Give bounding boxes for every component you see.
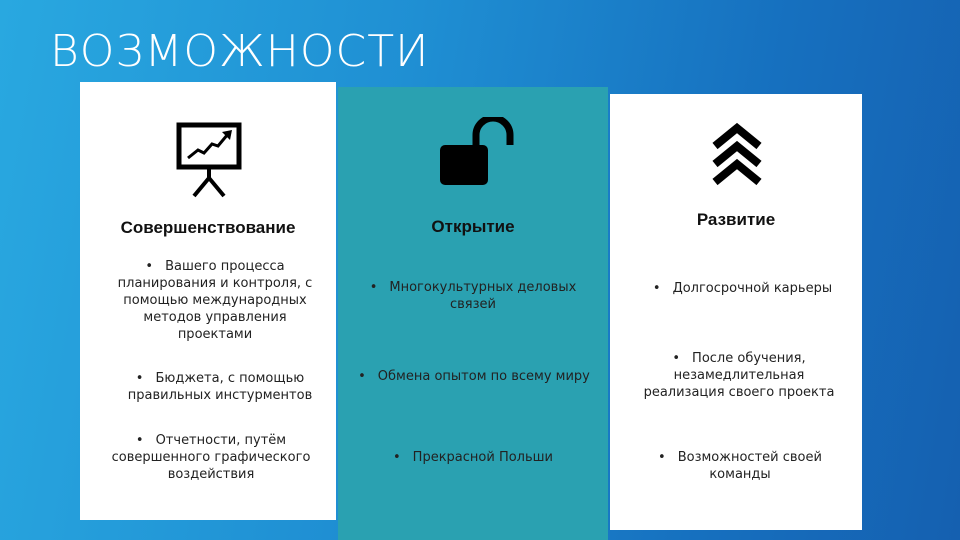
bullet-marker: • <box>145 259 154 274</box>
bullet-item <box>635 350 843 401</box>
bullet-text: Бюджета, с помощью правильных инстурментов <box>127 371 313 403</box>
bullet-marker: • <box>135 433 144 448</box>
bullet-item <box>358 279 588 313</box>
bullet-item <box>110 258 320 343</box>
bullet-text: Возможностей своей команды <box>677 450 822 482</box>
bullet-text: Отчетности, путём совершенного графического воздействия <box>111 433 311 482</box>
bullet-item <box>343 368 605 385</box>
bullet-marker: • <box>658 450 666 465</box>
triple-chevron-up-icon <box>710 122 764 188</box>
panel-discovery <box>338 87 608 540</box>
bullet-item <box>100 432 322 483</box>
bullet-item <box>630 280 855 297</box>
bullet-text: Прекрасной Польши <box>412 450 553 465</box>
bullet-text: Обмена опытом по всему миру <box>377 369 590 384</box>
bullet-item <box>640 449 840 483</box>
bullet-text: Долгосрочной карьеры <box>672 281 833 296</box>
bullet-marker: • <box>672 351 681 366</box>
bullet-marker: • <box>369 280 378 295</box>
presentation-chart-icon <box>176 122 242 198</box>
column-heading: Развитие <box>696 210 776 229</box>
bullet-marker: • <box>135 371 144 386</box>
bullet-text: После обучения, незамедлительная реализация своего проекта <box>643 351 835 400</box>
column-heading: Совершенствование <box>120 218 296 237</box>
bullet-item <box>120 370 320 404</box>
bullet-marker: • <box>652 281 661 296</box>
bullet-marker: • <box>393 450 401 465</box>
unlocked-padlock-icon <box>438 117 518 187</box>
bullet-marker: • <box>358 369 366 384</box>
bullet-text: Вашего процесса планирования и контроля, с помощью международных методов управления проектами <box>117 259 313 342</box>
bullet-item <box>358 449 588 466</box>
slide-title: ВОЗМОЖНОСТИ <box>50 26 430 77</box>
panel-improvement <box>80 82 336 520</box>
bullet-text: Многокультурных деловых связей <box>389 280 577 312</box>
panel-development <box>610 94 862 530</box>
column-heading: Открытие <box>431 217 515 236</box>
